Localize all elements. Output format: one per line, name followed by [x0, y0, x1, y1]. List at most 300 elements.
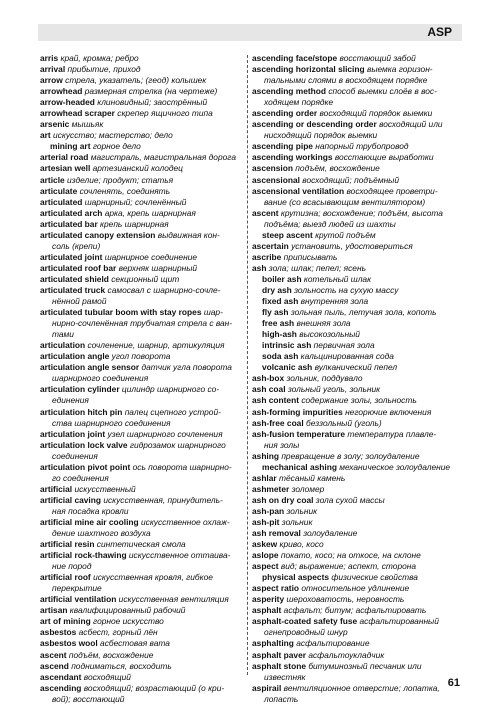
entry-headword: free ash — [262, 318, 295, 329]
dictionary-entry — [40, 252, 252, 263]
left-column — [40, 53, 252, 705]
entry-headword: aslope — [252, 550, 279, 561]
dictionary-entry — [40, 163, 252, 174]
entry-headword: articulation angle sensor — [40, 362, 140, 373]
dictionary-entry — [252, 108, 466, 119]
entry-definition-continued: нирно-сочленённая трубчатая стрела с ван- — [52, 318, 233, 329]
entry-definition: сочленять, соединять — [79, 185, 171, 196]
entry-headword: arris — [40, 53, 59, 63]
dictionary-entry — [252, 230, 466, 241]
entry-headword: ash-pit — [252, 516, 280, 527]
entry-headword: artificial resin — [40, 539, 95, 550]
entry-definition-continued: вой); восстающий — [52, 693, 125, 704]
dictionary-entry — [252, 329, 466, 340]
dictionary-entry — [252, 263, 466, 274]
entry-definition: зольник, поддувало — [286, 373, 363, 384]
entry-definition: синтетическая смола — [96, 539, 186, 550]
dictionary-entry — [252, 418, 466, 429]
dictionary-entry — [252, 152, 466, 163]
entry-headword: ascending pipe — [252, 141, 313, 152]
entry-headword: artificial mine air cooling — [40, 516, 139, 527]
entry-definition: восходящее проветри- — [346, 185, 438, 196]
running-header — [38, 24, 462, 41]
entry-headword: asbestos — [40, 627, 77, 638]
dictionary-entry — [252, 550, 466, 561]
entry-definition: шероховатость, неровность — [286, 594, 405, 605]
dictionary-entry — [40, 351, 252, 362]
dictionary-entry — [40, 605, 252, 616]
entry-definition: горное дело — [92, 141, 141, 152]
dictionary-entry — [252, 64, 466, 86]
dictionary-entry — [40, 53, 252, 64]
dictionary-entry — [252, 119, 466, 141]
entry-headword: ash-pan — [252, 505, 285, 516]
dictionary-entry — [40, 274, 252, 285]
entry-headword: ashlar — [252, 472, 277, 483]
dictionary-entry — [40, 152, 252, 163]
dictionary-entry — [252, 528, 466, 539]
dictionary-entry — [40, 484, 252, 495]
entry-definition: зольный уголь, зольник — [287, 384, 381, 395]
dictionary-entry — [252, 318, 466, 329]
dictionary-entry — [40, 219, 252, 230]
entry-headword: artesian well — [40, 163, 91, 174]
dictionary-entry — [252, 638, 466, 649]
dictionary-entry — [40, 208, 252, 219]
entry-definition: зола сухой массы — [315, 494, 385, 505]
entry-definition: первичная зола — [313, 340, 375, 351]
entry-headword: artificial caving — [40, 494, 101, 505]
dictionary-entry — [252, 572, 466, 583]
entry-definition: асфальтирование — [296, 638, 370, 649]
entry-definition: зольник — [281, 516, 313, 527]
entry-definition-continued: ния золы — [264, 439, 300, 450]
entry-definition: клиновидный; заострённый — [97, 97, 208, 108]
entry-definition: зольная пыль, летучая зола, копоть — [290, 307, 437, 318]
entry-headword: ash coal — [252, 384, 286, 395]
entry-headword: ash-free coal — [252, 417, 304, 428]
entry-headword: articulated truck — [40, 284, 106, 295]
entry-definition-continued: тальными слоями в восходящем порядке — [264, 75, 428, 86]
entry-definition: прибытие, приход — [67, 64, 141, 75]
dictionary-entry — [40, 141, 252, 152]
dictionary-entry — [40, 407, 252, 429]
dictionary-entry — [252, 53, 466, 64]
entry-headword: ash-fusion temperature — [252, 428, 346, 439]
entry-headword: asperity — [252, 594, 285, 605]
entry-headword: articulated tubular boom with stay ropes — [40, 307, 202, 318]
entry-definition: артезианский колодец — [92, 163, 183, 174]
entry-headword: artificial roof — [40, 572, 91, 583]
entry-headword: arterial road — [40, 152, 89, 163]
dictionary-entry — [252, 451, 466, 462]
dictionary-entry — [40, 550, 252, 572]
dictionary-entry — [252, 683, 466, 705]
entry-definition: восходящий; возрастающий (о кри- — [83, 682, 225, 693]
entry-headword: ascending workings — [252, 152, 333, 163]
entry-headword: ascend — [40, 660, 69, 671]
entry-headword: ascension — [252, 163, 293, 174]
dictionary-entry — [252, 473, 466, 484]
entry-definition: цилиндр шарнирного со- — [121, 384, 220, 395]
dictionary-entry — [40, 108, 252, 119]
entry-definition: датчик угла поворота — [141, 362, 232, 373]
entry-headword: ashing — [252, 450, 279, 461]
entry-headword: steep ascent — [262, 229, 313, 240]
entry-definition: восходящий порядок выемки — [319, 108, 433, 119]
entry-definition: горное искусство — [93, 616, 164, 627]
entry-headword: arrival — [40, 64, 66, 75]
dictionary-entry — [40, 616, 252, 627]
entry-headword: volcanic ash — [262, 362, 313, 373]
page-number: 61 — [447, 677, 460, 689]
entry-definition: верхняк шарнирный — [118, 262, 198, 273]
dictionary-entry — [252, 462, 466, 473]
entry-definition: ось поворота шарнирно- — [132, 461, 232, 472]
entry-definition: физические свойства — [331, 572, 418, 583]
entry-definition: секционный щит — [111, 273, 180, 284]
entry-headword: arrow — [40, 75, 63, 86]
entry-definition: сочленение, шарнир, артикуляция — [87, 340, 225, 351]
entry-definition: высокозольный — [299, 329, 360, 340]
dictionary-entry — [252, 384, 466, 395]
entry-definition: восстающий забой — [339, 53, 416, 63]
guide-word: ASP — [427, 25, 452, 39]
entry-definition: вентиляционное отверстие; лопатка, — [283, 682, 440, 693]
entry-headword: articulation joint — [40, 428, 106, 439]
dictionary-entry — [40, 672, 252, 683]
entry-definition: палец сцепного устрой- — [124, 406, 221, 417]
entry-headword: aspect — [252, 561, 279, 572]
dictionary-entry — [252, 208, 466, 230]
entry-headword: fly ash — [262, 307, 289, 318]
dictionary-entry — [252, 340, 466, 351]
entry-definition: золомер — [291, 483, 325, 494]
dictionary-entry — [252, 506, 466, 517]
dictionary-entry — [40, 285, 252, 307]
entry-headword: article — [40, 174, 65, 185]
dictionary-entry — [252, 594, 466, 605]
dictionary-entry — [40, 230, 252, 252]
entry-definition-continued: ние пород — [52, 561, 92, 572]
entry-definition: квалифицированный рабочий — [69, 605, 186, 616]
entry-headword: dry ash — [262, 284, 292, 295]
entry-definition: установить, удостовериться — [291, 240, 413, 251]
entry-headword: ascertain — [252, 240, 289, 251]
dictionary-entry — [252, 252, 466, 263]
entry-definition: способ выемки слоёв в вос- — [328, 86, 437, 97]
column-divider — [247, 55, 248, 675]
entry-headword: art of mining — [40, 616, 91, 627]
entry-definition: беззольный (уголь) — [306, 417, 382, 428]
entry-headword: ascensional — [252, 174, 300, 185]
dictionary-entry — [252, 616, 466, 638]
entry-headword: ashmeter — [252, 483, 290, 494]
entry-definition: тёсаный камень — [279, 472, 346, 483]
dictionary-entry — [252, 484, 466, 495]
entry-headword: ash — [252, 262, 267, 273]
dictionary-entry — [252, 605, 466, 616]
dictionary-entry — [252, 186, 466, 208]
dictionary-entry — [40, 75, 252, 86]
dictionary-entry — [40, 517, 252, 539]
entry-definition-continued: шарнирного соединения — [52, 373, 149, 384]
dictionary-entry — [252, 296, 466, 307]
dictionary-entry — [252, 285, 466, 296]
entry-headword: articulated — [40, 196, 83, 207]
right-column — [252, 53, 466, 705]
dictionary-entry — [40, 650, 252, 661]
entry-headword: ascendant — [40, 671, 82, 682]
entry-definition: узел шарнирного сочленения — [107, 428, 223, 439]
entry-definition: изделие; продукт; статья — [67, 174, 174, 185]
dictionary-entry — [252, 429, 466, 451]
entry-headword: ascent — [40, 649, 67, 660]
entry-definition: шар- — [203, 307, 223, 318]
entry-headword: ash-box — [252, 373, 285, 384]
entry-definition: выдвижная кон- — [157, 229, 220, 240]
entry-definition: искусственный — [74, 483, 136, 494]
entry-definition: восходящий или — [379, 119, 443, 130]
entry-definition: шарнирный; сочленённый — [84, 196, 187, 207]
entry-headword: articulated arch — [40, 207, 103, 218]
entry-headword: articulated shield — [40, 273, 109, 284]
entry-definition: край, кромка; ребро — [60, 53, 139, 63]
entry-definition-continued: ства шарнирного соединения — [52, 417, 171, 428]
entry-definition-continued: дение шахтного воздуха — [52, 528, 151, 539]
entry-headword: ascending — [40, 682, 82, 693]
entry-headword: soda ash — [262, 351, 299, 362]
entry-headword: mechanical ashing — [262, 461, 337, 472]
dictionary-entry — [40, 197, 252, 208]
entry-definition: асфальт; битум; асфальтировать — [283, 605, 427, 616]
entry-definition: относительное удлинение — [301, 583, 410, 594]
entry-definition: вулканический пепел — [314, 362, 398, 373]
entry-definition: покато, косо; на откосе, на склоне — [280, 550, 421, 561]
dictionary-entry — [252, 395, 466, 406]
entry-definition: асфальтоукладчик — [308, 649, 385, 660]
entry-definition: восстающие выработки — [334, 152, 434, 163]
entry-definition: внутренняя зола — [300, 296, 369, 307]
dictionary-entry — [40, 638, 252, 649]
entry-headword: artificial ventilation — [40, 594, 117, 605]
entry-definition: стрела, указатель; (геод) колышек — [65, 75, 207, 86]
entry-definition: искусственная кровля, гибкое — [93, 572, 213, 583]
entry-definition: искусственное охлаж- — [141, 516, 230, 527]
entry-definition: размерная стрелка (на чертеже) — [84, 86, 218, 97]
entry-headword: ascending face/stope — [252, 53, 338, 63]
entry-definition: негорючие включения — [345, 406, 432, 417]
entry-definition: искусство; мастерство; дело — [53, 130, 173, 141]
entry-definition: температура плавле- — [347, 428, 437, 439]
entry-headword: ascending horizontal slicing — [252, 64, 365, 75]
entry-headword: asphalting — [252, 638, 294, 649]
entry-headword: aspirail — [252, 682, 282, 693]
dictionary-entry — [40, 186, 252, 197]
entry-headword: fixed ash — [262, 296, 299, 307]
dictionary-entry — [252, 141, 466, 152]
entry-headword: arsenic — [40, 119, 70, 130]
entry-headword: articulation cylinder — [40, 384, 120, 395]
dictionary-entry — [252, 241, 466, 252]
dictionary-entry — [40, 462, 252, 484]
entry-definition: механическое золоудаление — [339, 461, 451, 472]
entry-headword: intrinsic ash — [262, 340, 312, 351]
entry-definition: искусственное оттаива- — [128, 550, 231, 561]
entry-definition: кальцинированная сода — [300, 351, 394, 362]
dictionary-entry — [252, 274, 466, 285]
dictionary-entry — [40, 362, 252, 384]
entry-headword: ascribe — [252, 251, 282, 262]
entry-headword: ascending or descending order — [252, 119, 377, 130]
entry-definition-continued: го соединения — [52, 472, 109, 483]
entry-definition-continued: единения — [52, 395, 89, 406]
dictionary-entry — [252, 407, 466, 418]
entry-headword: asphalt paver — [252, 649, 306, 660]
entry-headword: articulated canopy extension — [40, 229, 156, 240]
dictionary-entry — [40, 64, 252, 75]
dictionary-entry — [40, 572, 252, 594]
entry-definition-continued: ходящем порядке — [264, 97, 334, 108]
dictionary-entry — [40, 263, 252, 274]
entry-definition: угол поворота — [111, 351, 171, 362]
entry-definition: вид; выражение; аспект, сторона — [280, 561, 417, 572]
entry-definition-continued: соединения — [52, 450, 98, 461]
dictionary-entry — [40, 119, 252, 130]
entry-definition: приписывать — [283, 251, 338, 262]
entry-headword: artificial — [40, 483, 73, 494]
dictionary-entry — [252, 307, 466, 318]
dictionary-entry — [252, 373, 466, 384]
entry-headword: mining art — [50, 141, 91, 152]
entry-headword: articulation pivot point — [40, 461, 131, 472]
entry-headword: arrow-headed — [40, 97, 95, 108]
entry-definition-continued: лопасть — [264, 693, 299, 704]
entry-headword: articulated bar — [40, 218, 98, 229]
dictionary-entry — [40, 627, 252, 638]
entry-definition: зольник — [286, 505, 318, 516]
entry-headword: artificial rock-thawing — [40, 550, 127, 561]
entry-definition: битуминозный песчаник или — [308, 660, 422, 671]
entry-headword: articulate — [40, 185, 78, 196]
entry-headword: asphalt stone — [252, 660, 306, 671]
dictionary-entry — [252, 163, 466, 174]
entry-headword: asbestos wool — [40, 638, 98, 649]
dictionary-entry — [252, 539, 466, 550]
entry-definition: искусственная вентиляция — [118, 594, 229, 605]
dictionary-entry — [40, 384, 252, 406]
entry-headword: arrowhead — [40, 86, 83, 97]
entry-headword: aspect ratio — [252, 583, 300, 594]
entry-headword: physical aspects — [262, 572, 330, 583]
entry-definition: мышьяк — [71, 119, 104, 130]
entry-definition: подъём, восхождение — [68, 649, 154, 660]
entry-headword: arrowhead scraper — [40, 108, 115, 119]
entry-definition: асбест, горный лён — [78, 627, 158, 638]
entry-headword: ash-forming impurities — [252, 406, 343, 417]
dictionary-entry — [252, 650, 466, 661]
entry-headword: articulated joint — [40, 251, 103, 262]
entry-definition-continued: нённой рамой — [52, 296, 107, 307]
entry-headword: boiler ash — [262, 273, 302, 284]
dictionary-entry — [252, 362, 466, 373]
entry-definition: крутизна; восхождение; подъём, высота — [280, 207, 443, 218]
entry-headword: asphalt-coated safety fuse — [252, 616, 358, 627]
entry-definition: самосвал с шарнирно-сочле- — [107, 284, 221, 295]
entry-headword: ash on dry coal — [252, 494, 314, 505]
entry-definition: золоудаление — [303, 528, 358, 539]
entry-definition: гидрозамок шарнирного — [129, 439, 226, 450]
entry-definition: скрепер ящичного типа — [117, 108, 213, 119]
dictionary-entry — [40, 594, 252, 605]
dictionary-entry — [40, 440, 252, 462]
entry-headword: articulation angle — [40, 351, 110, 362]
entry-headword: art — [40, 130, 51, 141]
dictionary-entry — [40, 683, 252, 705]
entry-definition: превращение в золу; золоудаление — [281, 450, 420, 461]
entry-headword: articulation lock valve — [40, 439, 128, 450]
dictionary-entry — [252, 351, 466, 362]
entry-definition: подъём, восхождение — [295, 163, 380, 174]
entry-definition: криво, косо — [279, 539, 324, 550]
entry-headword: high-ash — [262, 329, 297, 340]
entry-definition: асбестовая вата — [100, 638, 170, 649]
entry-definition: асфальтированный — [359, 616, 439, 627]
entry-headword: ash removal — [252, 528, 301, 539]
dictionary-entry — [40, 429, 252, 440]
entry-headword: asphalt — [252, 605, 282, 616]
entry-definition: шарнирное соединение — [104, 251, 198, 262]
entry-headword: ascent — [252, 207, 279, 218]
entry-definition-continued: нисходящий порядок выемки — [264, 130, 378, 141]
entry-headword: ascending order — [252, 108, 318, 119]
entry-headword: articulated roof bar — [40, 262, 117, 273]
entry-definition: крепь шарнирная — [100, 218, 169, 229]
entry-definition: напорный трубопровод — [315, 141, 409, 152]
entry-headword: ascending method — [252, 86, 326, 97]
entry-definition-continued: вание (со всасывающим вентилятором) — [264, 196, 426, 207]
entry-definition: внешняя зола — [296, 318, 351, 329]
entry-definition: восходящий; подъёмный — [302, 174, 400, 185]
dictionary-entry — [40, 340, 252, 351]
entry-headword: artisan — [40, 605, 68, 616]
dictionary-entry — [252, 561, 466, 572]
dictionary-entry — [252, 583, 466, 594]
dictionary-entry — [40, 130, 252, 141]
entry-definition: содержание золы, зольность — [301, 395, 417, 406]
entry-headword: articulation hitch pin — [40, 406, 123, 417]
entry-headword: askew — [252, 539, 278, 550]
entry-definition: подниматься, восходить — [71, 660, 172, 671]
entry-definition-continued: огнепроводный шнур — [264, 627, 348, 638]
entry-definition: зольность на сухую массу — [294, 284, 399, 295]
dictionary-entry — [40, 97, 252, 108]
entry-definition-continued: перекрытие — [52, 583, 102, 594]
entry-definition: котельный шлак — [303, 273, 372, 284]
dictionary-entry — [40, 175, 252, 186]
dictionary-entry — [40, 307, 252, 340]
entry-headword: articulation — [40, 340, 86, 351]
dictionary-entry — [40, 661, 252, 672]
entry-definition-continued: подъёма; выезд людей из шахты — [264, 218, 396, 229]
entry-headword: ascensional ventilation — [252, 185, 345, 196]
dictionary-entry — [40, 539, 252, 550]
entry-definition-continued: известняк — [264, 671, 306, 682]
entry-definition: искусственная, принудитель- — [103, 494, 223, 505]
entry-definition: выемка горизон- — [366, 64, 433, 75]
dictionary-entry — [40, 495, 252, 517]
entry-headword: ash content — [252, 395, 299, 406]
